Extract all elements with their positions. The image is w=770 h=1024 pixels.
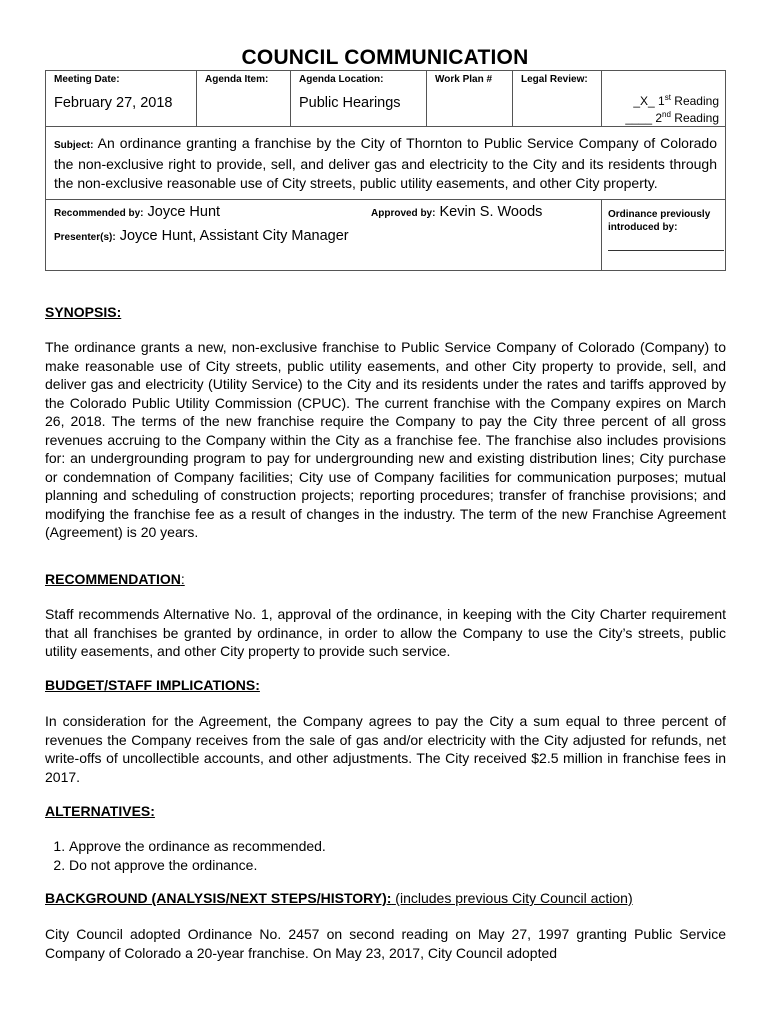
alternatives-heading: ALTERNATIVES:: [45, 803, 155, 819]
second-reading-label: Reading: [674, 111, 719, 125]
recommendation-heading-text: RECOMMENDATION: [45, 571, 181, 587]
background-heading-text: BACKGROUND (ANALYSIS/NEXT STEPS/HISTORY):: [45, 890, 392, 906]
meeting-date-value: February 27, 2018: [54, 95, 173, 111]
recommended-value: Joyce Hunt: [147, 204, 221, 220]
approved-by: [371, 204, 542, 220]
recommended-label: Recommended by:: [54, 208, 144, 219]
legal-review-label: Legal Review:: [521, 74, 588, 85]
people-cell: [46, 200, 602, 271]
budget-text: In consideration for the Agreement, the Company agrees to pay the City a sum equal to three percent of revenues the Company receives from the sale of gas and/or electricity with the City adjusted for refunds, net write-offs of uncollectible accounts, and other adjustments. The City received $2.5 million in franchise fees in 2017.: [45, 713, 726, 785]
alternative-item: 1. Approve the ordinance as recommended.: [69, 837, 726, 856]
header-table: [45, 70, 726, 271]
recommendation-colon: :: [180, 571, 185, 587]
first-reading-num: 1: [658, 94, 665, 108]
background-note: (includes previous City Council action): [395, 890, 633, 906]
alternatives-list-wrap: [45, 837, 726, 874]
approved-value: Kevin S. Woods: [439, 204, 543, 220]
presenter: [54, 228, 349, 244]
work-plan-label: Work Plan #: [435, 74, 493, 85]
agenda-location-label: Agenda Location:: [299, 74, 384, 85]
second-reading-sup: nd: [662, 110, 671, 119]
meeting-date-cell: [46, 71, 197, 127]
approved-label: Approved by:: [371, 208, 436, 219]
recommended-by: [54, 204, 220, 220]
presenter-value: Joyce Hunt, Assistant City Manager: [119, 228, 349, 244]
background-text: City Council adopted Ordinance No. 2457 on second reading on May 27, 1997 granting Public Service Company of Colorado a 20-year franchise. On May 23, 2017, City Council adopted: [45, 926, 726, 961]
alternatives-list: [45, 837, 726, 874]
ordinance-previously-label: Ordinance previously introduced by:: [608, 209, 711, 233]
legal-review-cell: [513, 71, 602, 127]
agenda-location-cell: [291, 71, 427, 127]
subject-cell: [46, 127, 726, 200]
recommendation-text: Staff recommends Alternative No. 1, approval of the ordinance, in keeping with the City Charter requirement that all franchises be granted by ordinance, in order to allow the Company to use the City’s streets, public utility easements, and other City property to provide such service.: [45, 606, 726, 659]
first-reading-label: Reading: [674, 94, 719, 108]
meeting-date-label: Meeting Date:: [54, 74, 120, 85]
synopsis-heading: SYNOPSIS:: [45, 304, 122, 320]
second-reading-num: 2: [655, 111, 663, 125]
first-reading-sup: st: [664, 93, 671, 102]
ordinance-previously-line: [608, 250, 724, 251]
alternative-item: 2. Do not approve the ordinance.: [69, 856, 726, 875]
subject-label: Subject:: [54, 140, 94, 151]
subject-text: An ordinance granting a franchise by the City of Thornton to Public Service Company of Colorado the non-exclusive right to provide, sell, and deliver gas and electricity to the City and its residents through the non-exclusive reasonable use of City streets, public utility easements, and other City property.: [54, 135, 717, 191]
agenda-location-value: Public Hearings: [299, 95, 401, 111]
agenda-item-label: Agenda Item:: [205, 74, 269, 85]
background-heading: [45, 890, 633, 906]
agenda-item-cell: [197, 71, 291, 127]
budget-heading: BUDGET/STAFF IMPLICATIONS:: [45, 677, 260, 693]
synopsis-text: The ordinance grants a new, non-exclusive franchise to Public Service Company of Colorado (Company) to make reasonable use of City streets, public utility easements, and other City property to provide, sell, and deliver gas and electricity (Utility Service) to the City and its residents under the rates and tariffs approved by the Colorado Public Utility Commission (CPUC). The current franchise with the Company expires on March 26, 2018. The terms of the new franchise require the Company to pay the City three percent of all gross revenues accruing to the Company within the City as a franchise fee. The franchise also includes provisions for: an undergrounding program to pay for undergrounding new and existing distribution lines; City purchase or condemnation of Company facilities; City use of Company facilities for communication purposes; mutual planning and scheduling of construction projects; reporting procedures; transfer of franchise provisions; and modifying the franchise fee as a result of changes in the industry. The term of the new Franchise Agreement (Agreement) is 20 years.: [45, 339, 726, 540]
first-reading-mark: _X_: [633, 94, 655, 108]
second-reading: [602, 108, 719, 125]
second-reading-mark: ____: [625, 111, 653, 125]
reading-cell: [602, 71, 726, 127]
work-plan-cell: [427, 71, 513, 127]
ordinance-previously-cell: [602, 200, 726, 271]
recommendation-heading: [45, 571, 185, 587]
document-title: COUNCIL COMMUNICATION: [241, 46, 529, 69]
first-reading: [602, 91, 719, 108]
presenter-label: Presenter(s):: [54, 232, 116, 243]
